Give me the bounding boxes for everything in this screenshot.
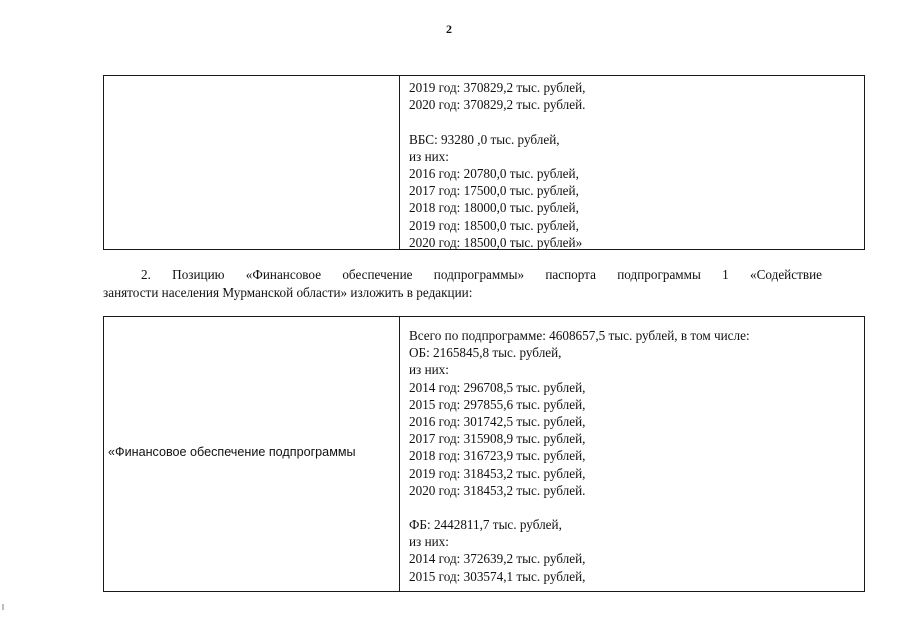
instruction-paragraph (103, 266, 822, 302)
funding-table (103, 316, 865, 592)
table-column-divider (399, 317, 400, 591)
funding-line: ФБ: 2442811,7 тыс. рублей, (409, 517, 562, 533)
funding-line: 2017 год: 315908,9 тыс. рублей, (409, 431, 586, 447)
blank-line (409, 113, 858, 130)
funding-line: 2016 год: 301742,5 тыс. рублей, (409, 413, 586, 429)
funding-line: ОБ: 2165845,8 тыс. рублей, (409, 345, 562, 361)
funding-line: 2018 год: 18000,0 тыс. рублей, (409, 200, 579, 216)
funding-line: 2019 год: 18500,0 тыс. рублей, (409, 217, 579, 233)
funding-line: 2014 год: 372639,2 тыс. рублей, (409, 551, 586, 567)
paragraph-line: 2. Позицию «Финансовое обеспечение подпрограммы» паспорта подпрограммы 1 «Содействие (141, 267, 822, 282)
table-column-divider (399, 76, 400, 249)
blank-line (409, 499, 858, 516)
funding-line: 2019 год: 370829,2 тыс. рублей, (409, 80, 586, 95)
funding-line: из них: (409, 534, 449, 550)
funding-line: 2018 год: 316723,9 тыс. рублей, (409, 448, 586, 464)
funding-line: Всего по подпрограмме: 4608657,5 тыс. рублей, в том числе: (409, 328, 750, 343)
funding-line: из них: (409, 148, 449, 164)
funding-line: из них: (409, 362, 449, 378)
funding-line: 2019 год: 318453,2 тыс. рублей, (409, 465, 586, 481)
funding-line: 2014 год: 296708,5 тыс. рублей, (409, 379, 586, 395)
table-left-cell-label: «Финансовое обеспечение подпрограммы (108, 445, 356, 459)
funding-line: 2015 год: 303574,1 тыс. рублей, (409, 568, 586, 584)
funding-line: 2015 год: 297855,6 тыс. рублей, (409, 396, 586, 412)
table-right-cell (409, 327, 858, 585)
funding-line: 2020 год: 318453,2 тыс. рублей. (409, 482, 586, 498)
scan-edge-mark (2, 604, 4, 610)
paragraph-line: занятости населения Мурманской области» изложить в редакции: (103, 285, 473, 300)
funding-line: 2020 год: 370829,2 тыс. рублей. (409, 97, 586, 113)
table-right-cell (409, 79, 858, 251)
funding-line: 2017 год: 17500,0 тыс. рублей, (409, 183, 579, 199)
funding-line: ВБС: 93280 ,0 тыс. рублей, (409, 131, 560, 147)
funding-table-continued (103, 75, 865, 250)
funding-line: 2020 год: 18500,0 тыс. рублей» (409, 234, 583, 250)
funding-line: 2016 год: 20780,0 тыс. рублей, (409, 165, 579, 181)
page-number: 2 (446, 22, 452, 36)
